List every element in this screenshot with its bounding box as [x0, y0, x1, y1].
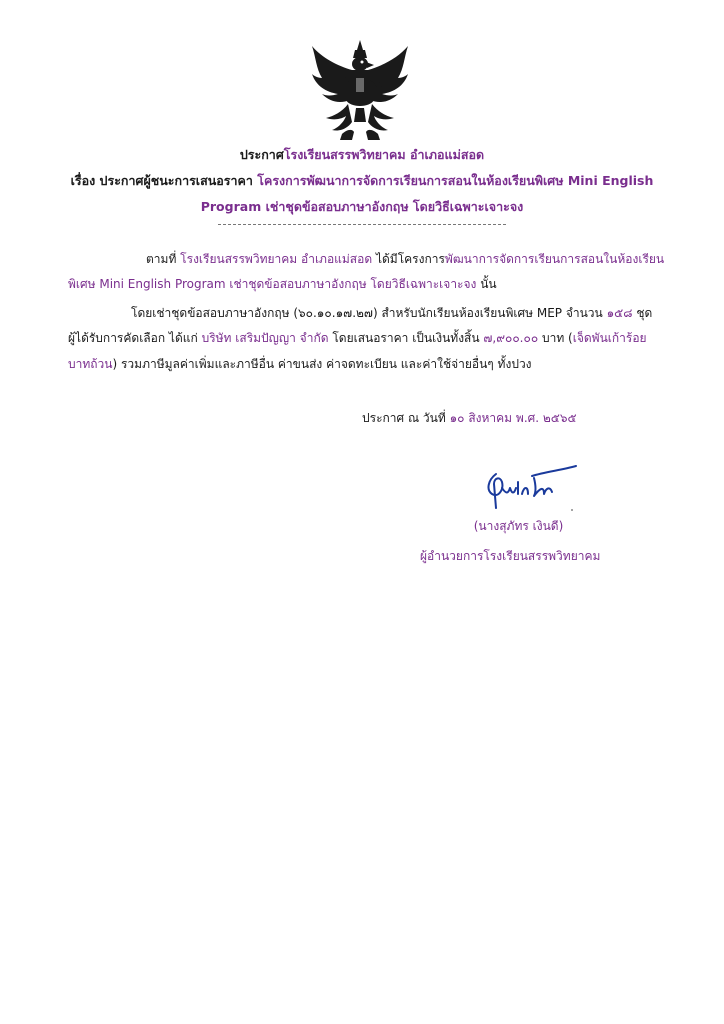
- date-value: ๑๐ สิงหาคม พ.ศ. ๒๕๖๕: [449, 411, 577, 425]
- announcement-date: [362, 409, 577, 427]
- announcement-title: [0, 146, 724, 164]
- p2-unit: ชุด: [632, 306, 653, 320]
- p2-company: บริษัท เสริมปัญญา จำกัด: [201, 331, 329, 345]
- p2-quantity: ๑๕๘: [606, 306, 633, 320]
- subject-line: [0, 172, 724, 190]
- date-prefix: ประกาศ ณ วันที่: [362, 411, 450, 425]
- project-title-line1: โครงการพัฒนาการจัดการเรียนการสอนในห้องเรียนพิเศษ Mini English: [257, 173, 654, 188]
- garuda-emblem-icon: [308, 38, 412, 144]
- school-district: โรงเรียนสรรพวิทยาคม อำเภอแม่สอด: [283, 147, 485, 162]
- announcement-prefix: ประกาศ: [239, 147, 284, 162]
- p1-project-part2: พิเศษ Mini English Program เช่าชุดข้อสอบภาษาอังกฤษ โดยวิธีเฉพาะเจาะจง: [68, 277, 477, 291]
- p1-prefix: ตามที่: [146, 252, 181, 266]
- p2-baht: บาท (: [538, 331, 573, 345]
- paragraph2-line2: [68, 329, 647, 347]
- signatory-title: ผู้อำนวยการโรงเรียนสรรพวิทยาคม: [420, 549, 601, 563]
- subject-prefix: เรื่อง ประกาศผู้ชนะการเสนอราคา: [70, 173, 253, 188]
- p2-tail: ) รวมภาษีมูลค่าเพิ่มและภาษีอื่น ค่าขนส่ง ค่าจดทะเบียน และค่าใช้จ่ายอื่นๆ ทั้งปวง: [112, 357, 532, 371]
- paragraph1-line1: [146, 250, 664, 268]
- paragraph1-line2: [68, 275, 497, 293]
- p1-end: นั้น: [476, 277, 497, 291]
- paragraph2-line3: [68, 355, 532, 373]
- p1-school: โรงเรียนสรรพวิทยาคม อำเภอแม่สอด: [180, 252, 373, 266]
- signatory-name: (นางสุภัทร เงินดี): [473, 519, 564, 533]
- project-title-line2: Program เช่าชุดข้อสอบภาษาอังกฤษ โดยวิธีเฉพาะเจาะจง: [200, 199, 524, 214]
- p2-text-a: โดยเช่าชุดข้อสอบภาษาอังกฤษ (๖๐.๑๐.๑๗.๒๗) สำหรับนักเรียนห้องเรียนพิเศษ MEP จำนวน: [131, 306, 607, 320]
- p2-amount: ๗,๙๐๐.๐๐: [483, 331, 539, 345]
- p2-winner-prefix: ผู้ได้รับการคัดเลือก ได้แก่: [68, 331, 202, 345]
- handwritten-signature: [482, 464, 580, 514]
- p2-price-prefix: โดยเสนอราคา เป็นเงินทั้งสิ้น: [328, 331, 484, 345]
- divider-rule: [218, 224, 506, 225]
- paragraph2-line1: [131, 304, 652, 322]
- p1-project-part1: พัฒนาการจัดการเรียนการสอนในห้องเรียน: [444, 252, 665, 266]
- p2-amount-words2: บาทถ้วน: [68, 357, 113, 371]
- p1-mid: ได้มีโครงการ: [372, 252, 445, 266]
- p2-amount-words1: เจ็ดพันเก้าร้อย: [572, 331, 647, 345]
